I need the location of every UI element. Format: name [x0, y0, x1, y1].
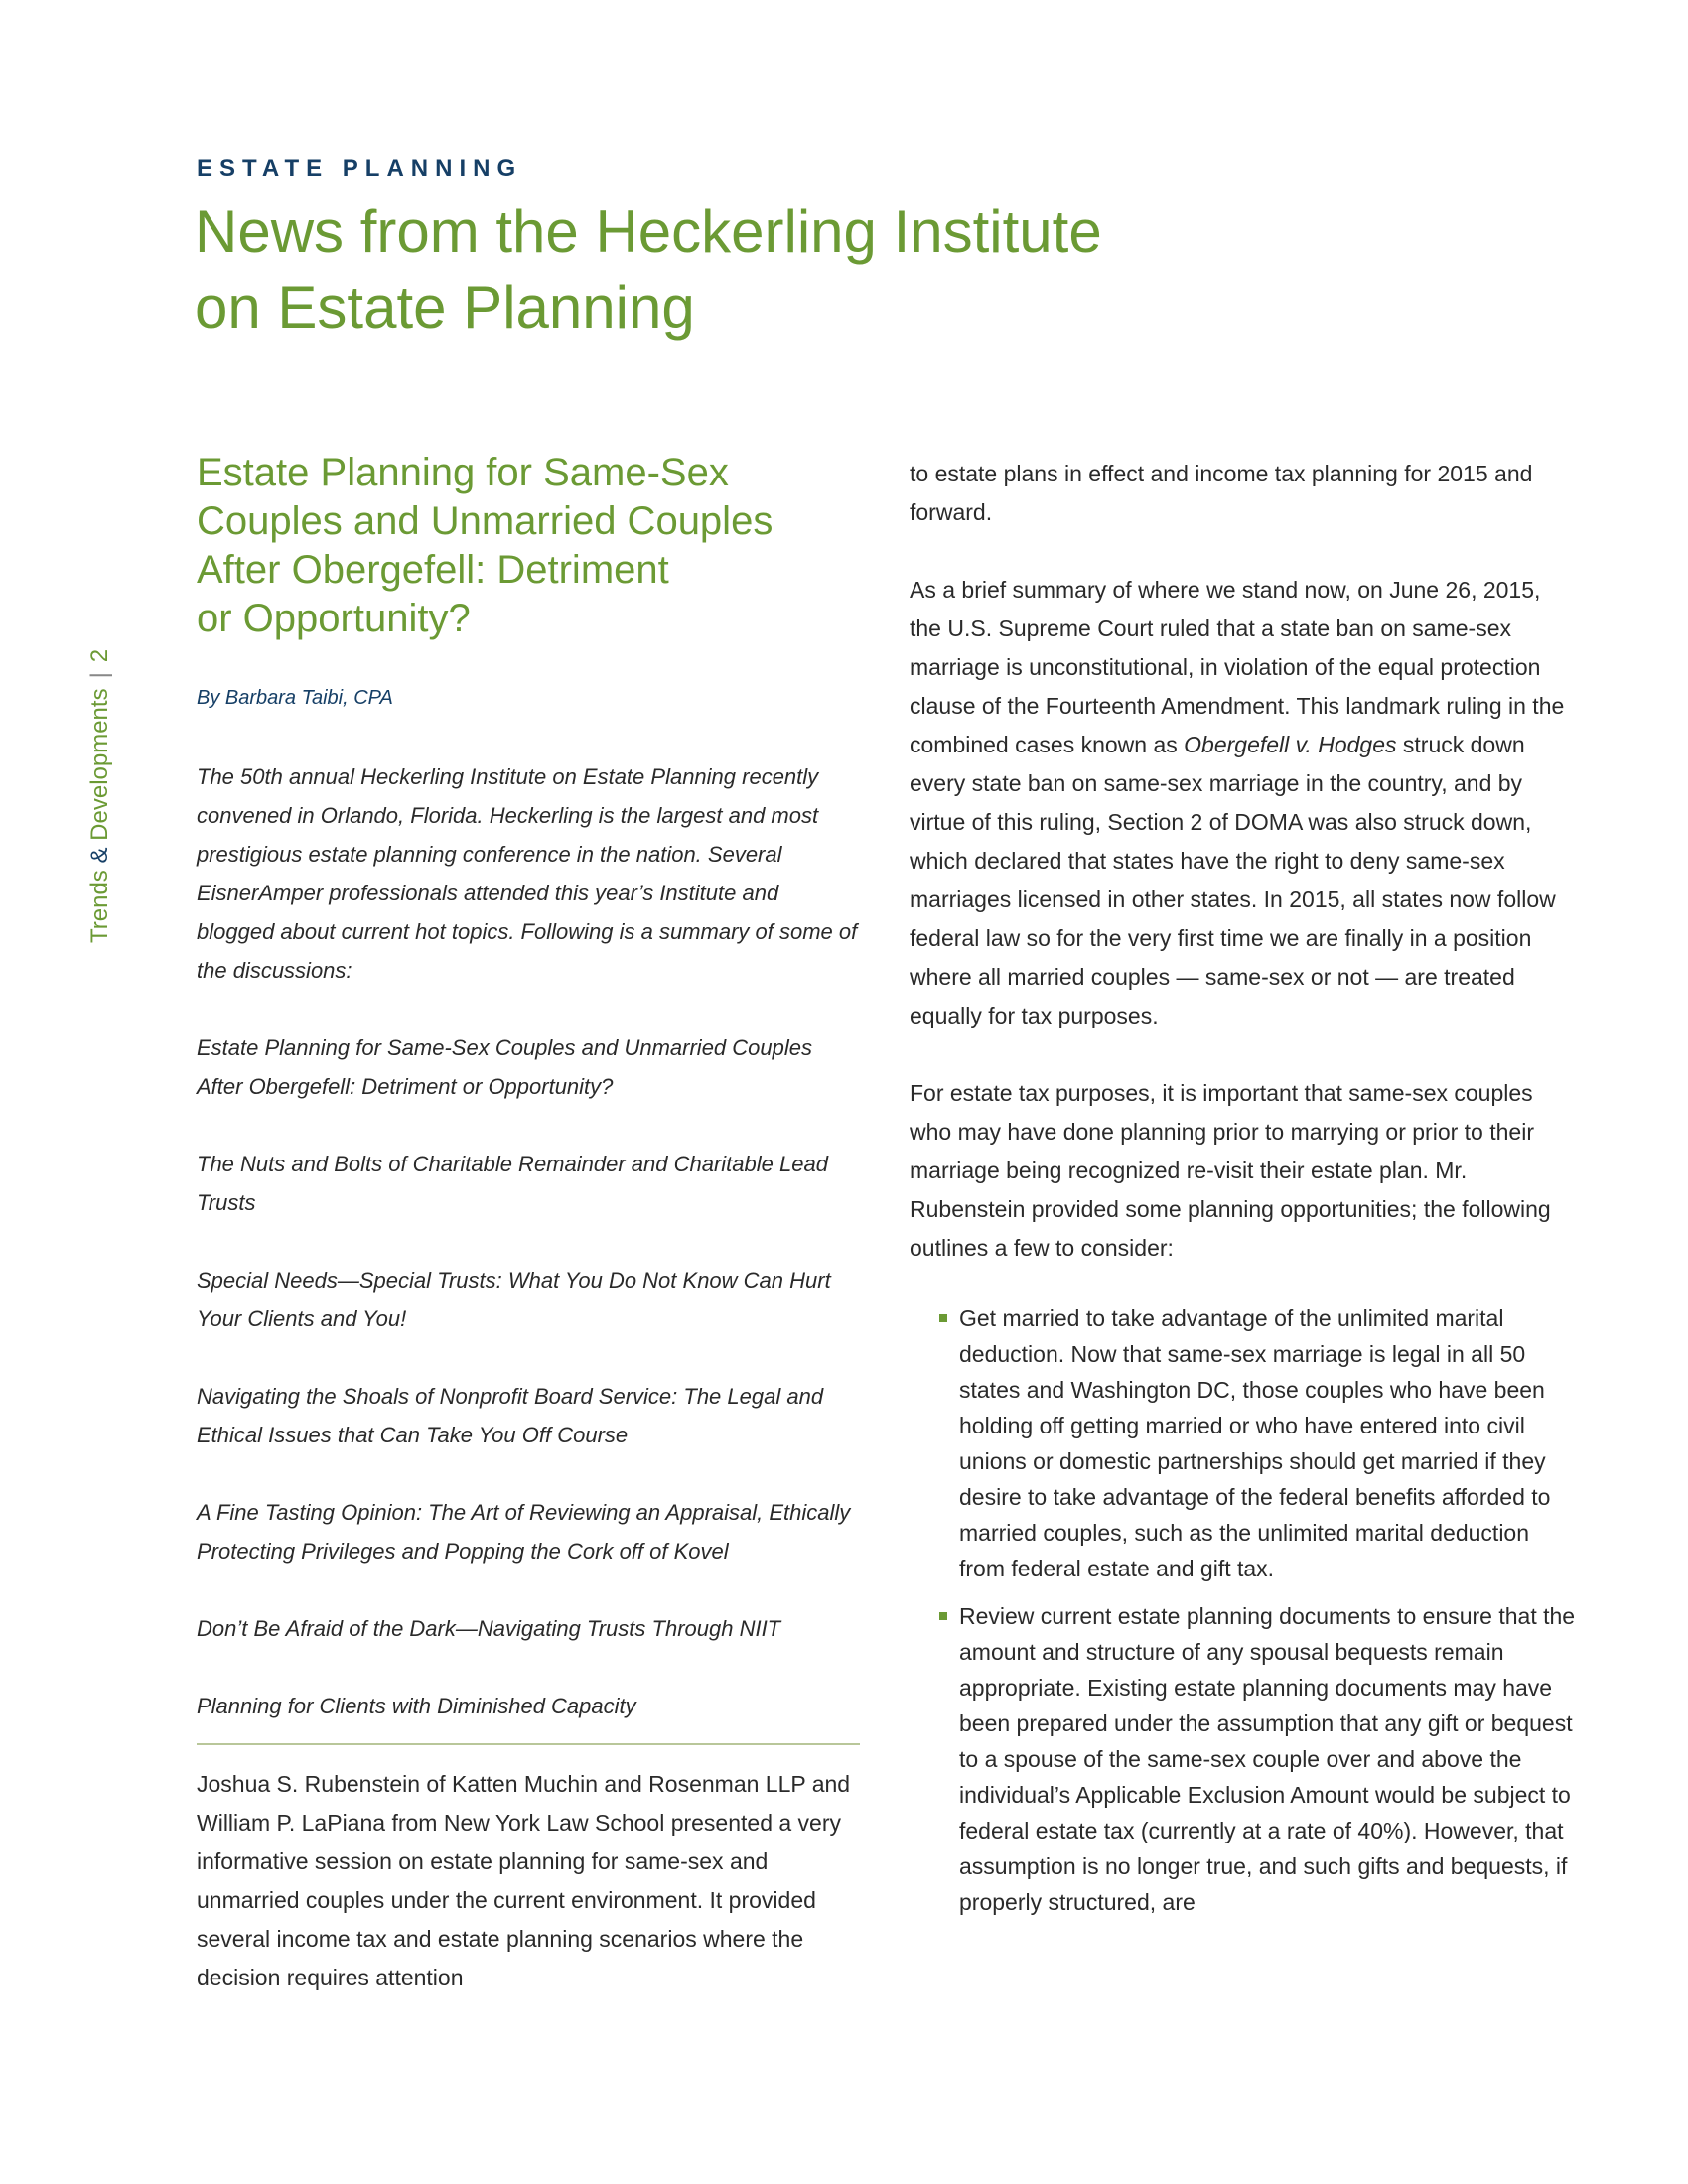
side-tab-ampersand: & [86, 847, 113, 864]
bullet-text: Review current estate planning documents to ensure that the amount and structure of any spousal bequests remain appropriate. Existing estate planning documents may have been prepared under the assumption that any gift or bequest to a spouse of the same-sex couple over and above the individual’s Applicable Exclusion Amount would be subject to federal estate tax (currently at a rate of 40%). However, that assumption is no longer true, and such gifts and bequests, if properly structured, are [959, 1603, 1576, 1915]
side-tab-developments: Developments [86, 688, 113, 848]
article-title-line: Estate Planning for Same-Sex [197, 451, 729, 494]
session-item: Estate Planning for Same-Sex Couples and Unmarried Couples After Obergefell: Detriment or Opportunity? [197, 1035, 812, 1099]
side-tab-trends: Trends [86, 863, 113, 943]
session-item: Navigating the Shoals of Nonprofit Board Service: The Legal and Ethical Issues that Can Take You Off Course [197, 1384, 824, 1447]
article-title-line: After Obergefell: Detriment [197, 548, 669, 592]
session-item: A Fine Tasting Opinion: The Art of Reviewing an Appraisal, Ethically Protecting Privileges and Popping the Cork off of Kovel [197, 1500, 851, 1564]
session-item: Planning for Clients with Diminished Capacity [197, 1694, 636, 1718]
section-label: ESTATE PLANNING [197, 155, 523, 182]
case-name: Obergefell v. Hodges [1184, 732, 1397, 757]
body-paragraph: For estate tax purposes, it is important that same-sex couples who may have done planning prior to marrying or prior to their marriage being recognized re-visit their estate plan. Mr. Rubenstein provided some planning opportunities; the following outlines a few to consider: [910, 1080, 1551, 1261]
divider [197, 1743, 860, 1745]
page-title-line: on Estate Planning [195, 274, 695, 341]
article-title-line: Couples and Unmarried Couples [197, 499, 774, 543]
paragraph-text: struck down every state ban on same-sex marriage in the country, and by virtue of this ruling, Section 2 of DOMA was also struck down, which declared that states have the right to deny same-sex marriages licensed in other states. In 2015, all states now follow federal law so for the very first time we are finally in a position where all married couples — same-sex or not — are treated equally for tax purposes. [910, 732, 1556, 1028]
body-paragraph: to estate plans in effect and income tax planning for 2015 and forward. [910, 461, 1533, 525]
page-title [195, 195, 1287, 345]
side-tab [85, 546, 115, 943]
left-column [197, 449, 860, 1997]
session-item: Special Needs—Special Trusts: What You Do Not Know Can Hurt Your Clients and You! [197, 1268, 831, 1331]
byline: By Barbara Taibi, CPA [197, 687, 393, 709]
page-number: 2 [86, 648, 113, 663]
page-title-line: News from the Heckerling Institute [195, 199, 1102, 265]
right-column [910, 455, 1577, 1932]
intro-paragraph: The 50th annual Heckerling Institute on Estate Planning recently convened in Orlando, Florida. Heckerling is the largest and most prestigious estate planning conference in the nation. Several EisnerAmper professionals attended this year’s Institute and blogged about current hot topics. Following is a summary of some of the discussions: [197, 764, 858, 983]
bullet-list [910, 1300, 1577, 1920]
side-tab-separator: | [86, 672, 113, 679]
bullet-square-icon [939, 1612, 947, 1620]
bullet-text: Get married to take advantage of the unlimited marital deduction. Now that same-sex marriage is legal in all 50 states and Washington DC, those couples who have been holding off getting married or who have entered into civil unions or domestic partnerships should get married if they desire to take advantage of the federal benefits afforded to married couples, such as the unlimited marital deduction from federal estate and gift tax. [959, 1305, 1551, 1581]
paragraph-text: As a brief summary of where we stand now, on June 26, 2015, the U.S. Supreme Court ruled that a state ban on same-sex marriage is unconstitutional, in violation of the equal protection clause of the Fourteenth Amendment. This landmark ruling in the combined cases known as [910, 577, 1565, 757]
bullet-item [910, 1598, 1577, 1920]
session-item: The Nuts and Bolts of Charitable Remainder and Charitable Lead Trusts [197, 1152, 828, 1215]
body-paragraph: Joshua S. Rubenstein of Katten Muchin and Rosenman LLP and William P. LaPiana from New York Law School presented a very informative session on estate planning for same-sex and unmarried couples under the current environment. It provided several income tax and estate planning scenarios where the decision requires attention [197, 1771, 851, 1990]
article-title-line: or Opportunity? [197, 597, 471, 640]
session-item: Don’t Be Afraid of the Dark—Navigating Trusts Through NIIT [197, 1616, 781, 1641]
bullet-item [910, 1300, 1577, 1586]
body-paragraph [910, 571, 1577, 1035]
bullet-square-icon [939, 1314, 947, 1322]
session-list [197, 1028, 860, 1725]
article-title [197, 449, 860, 643]
